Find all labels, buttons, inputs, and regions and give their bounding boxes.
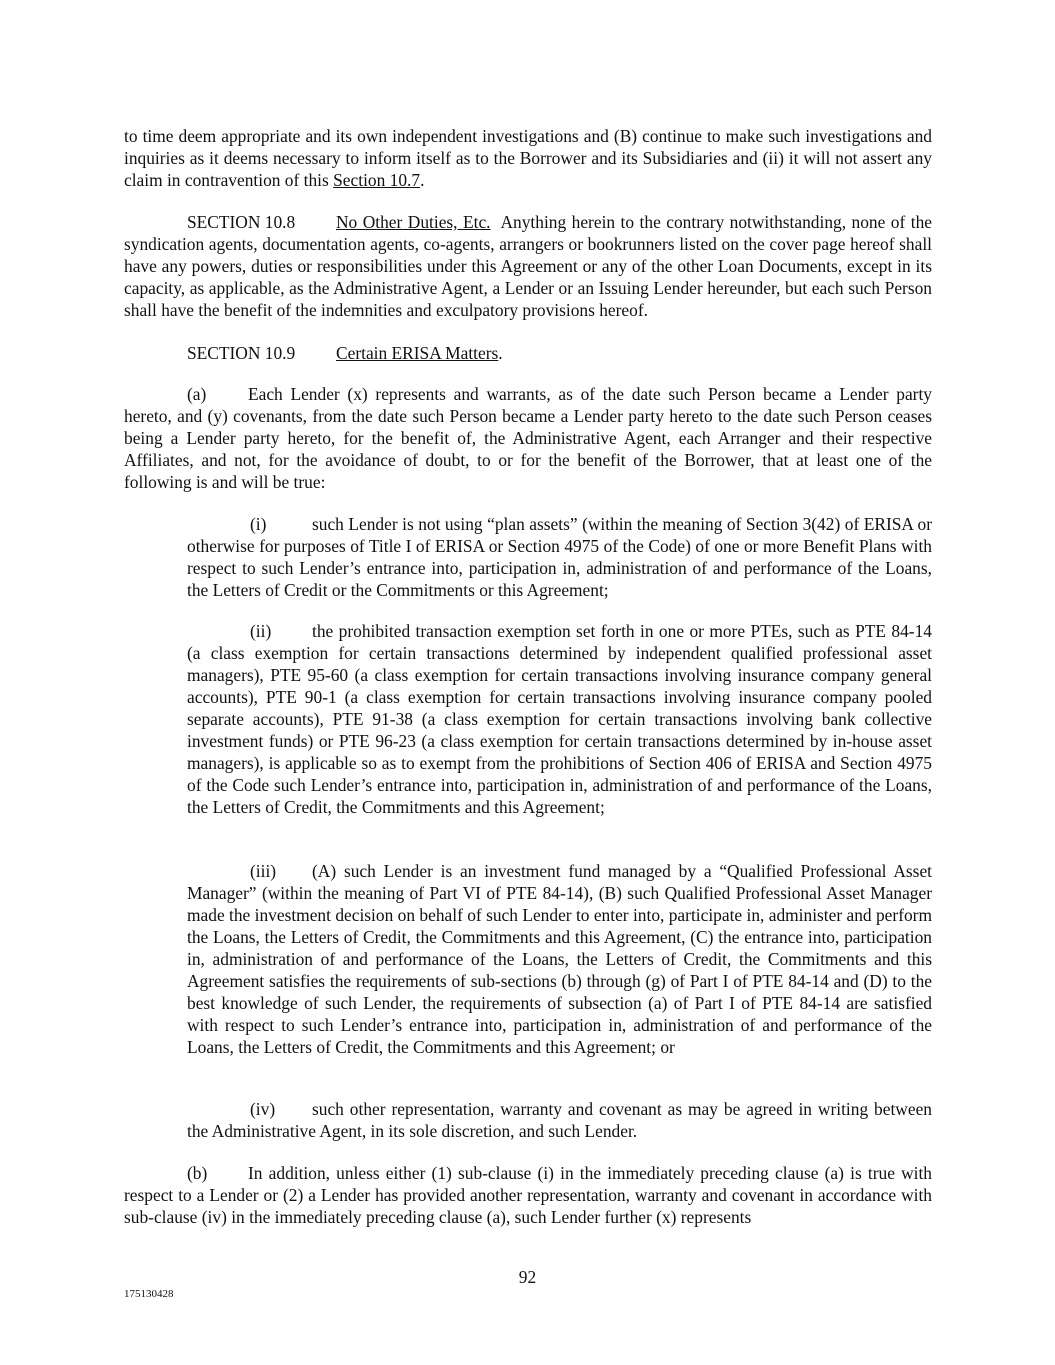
subclause-label: (i) xyxy=(250,514,267,534)
section-reference-link: Section 10.7 xyxy=(333,170,421,190)
subclause-text: the prohibited transaction exemption set forth in one or more PTEs, such as PTE 84-14 (a class exemption for certain transactions determined by independent qualified professional asset managers), PTE 95-60 (a class exemption for certain transactions involving insurance company general accounts), PTE 90-1 (a class exemption for certain transactions involving insurance company pooled separate accounts), PTE 91-38 (a class exemption for certain transactions involving bank collective investment funds) or PTE 96-23 (a class exemption for certain transactions determined by in-house asset managers), is applicable so as to exempt from the prohibitions of Section 406 of ERISA and Section 4975 of the Code such Lender’s entrance into, participation in, administration of and performance of the Loans, the Letters of Credit, the Commitments and this Agreement; xyxy=(187,621,932,817)
subclause-text: such other representation, warranty and covenant as may be agreed in writing between the Administrative Agent, in its sole discretion, and such Lender. xyxy=(187,1099,932,1141)
section-heading: No Other Duties, Etc. xyxy=(336,212,491,232)
subclause-ii-paragraph xyxy=(187,620,932,818)
document-id: 175130428 xyxy=(124,1288,174,1300)
continuation-text: to time deem appropriate and its own independent investigations and (B) continue to make such investigations and inquiries as it deems necessary to inform itself as to the Borrower and its Subsidiaries and (ii) it will not assert any claim in contravention of this xyxy=(124,126,932,190)
heading-punctuation: . xyxy=(498,343,503,363)
subclause-iv-paragraph xyxy=(187,1098,932,1142)
clause-b-paragraph xyxy=(124,1162,932,1228)
section-10-9-heading-paragraph xyxy=(124,342,932,364)
clause-text: Each Lender (x) represents and warrants, as of the date such Person became a Lender party hereto, and (y) covenants, from the date such Person became a Lender party hereto to the date such Person ceases being a Lender party hereto, for the benefit of, the Administrative Agent, each Arranger and their respective Affiliates, and not, for the avoidance of doubt, to or for the benefit of the Borrower, that at least one of the following is and will be true: xyxy=(124,384,932,492)
subclause-i-paragraph xyxy=(187,513,932,601)
subclause-text: such Lender is not using “plan assets” (within the meaning of Section 3(42) of ERISA or otherwise for purposes of Title I of ERISA or Section 4975 of the Code) of one or more Benefit Plans with respect to such Lender’s entrance into, participation in, administration of and performance of the Loans, the Letters of Credit or the Commitments or this Agreement; xyxy=(187,514,932,600)
clause-a-paragraph xyxy=(124,383,932,493)
subclause-label: (ii) xyxy=(250,621,272,641)
subclause-label: (iii) xyxy=(250,861,277,881)
section-number: SECTION 10.8 xyxy=(187,212,296,232)
section-10-8-paragraph xyxy=(124,211,932,321)
clause-label: (b) xyxy=(187,1163,208,1183)
section-heading: Certain ERISA Matters xyxy=(336,343,499,363)
continuation-paragraph xyxy=(124,125,932,191)
clause-text: In addition, unless either (1) sub-clause (i) in the immediately preceding clause (a) is true with respect to a Lender or (2) a Lender has provided another representation, warranty and covenant in accordance with sub-clause (iv) in the immediately preceding clause (a), such Lender further (x) represents xyxy=(124,1163,932,1227)
continuation-end: . xyxy=(420,170,425,190)
subclause-text: (A) such Lender is an investment fund managed by a “Qualified Professional Asset Manager” (within the meaning of Part VI of PTE 84-14), (B) such Qualified Professional Asset Manager made the investment decision on behalf of such Lender to enter into, participate in, administer and perform the Loans, the Letters of Credit, the Commitments and this Agreement, (C) the entrance into, participation in, administration of and performance of the Loans, the Letters of Credit, the Commitments and this Agreement satisfies the requirements of sub-sections (b) through (g) of Part I of PTE 84-14 and (D) to the best knowledge of such Lender, the requirements of subsection (a) of Part I of PTE 84-14 are satisfied with respect to such Lender’s entrance into, participation in, administration of and performance of the Loans, the Letters of Credit, the Commitments and this Agreement; or xyxy=(187,861,932,1057)
page-number: 92 xyxy=(518,1267,537,1287)
section-number: SECTION 10.9 xyxy=(187,343,296,363)
subclause-label: (iv) xyxy=(250,1099,276,1119)
subclause-iii-paragraph xyxy=(187,860,932,1058)
clause-label: (a) xyxy=(187,384,207,404)
section-body: Anything herein to the contrary notwithstanding, none of the syndication agents, documentation agents, co-agents, arrangers or bookrunners listed on the cover page hereof shall have any powers, duties or responsibilities under this Agreement or any of the other Loan Documents, except in its capacity, as applicable, as the Administrative Agent, a Lender or an Issuing Lender hereunder, but each such Person shall have the benefit of the indemnities and exculpatory provisions hereof. xyxy=(124,212,932,320)
